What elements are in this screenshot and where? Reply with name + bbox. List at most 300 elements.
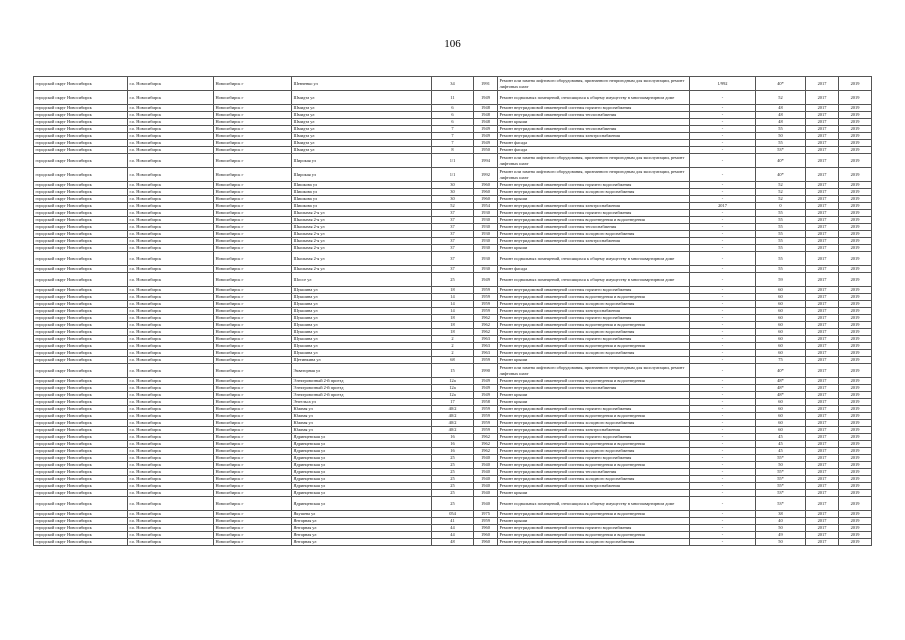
year-built-cell: 1940 [474,455,498,462]
completed-year-cell: - [690,441,756,448]
district-cell: городской округ Новосибирск [34,266,128,273]
municipality-cell: г.о. Новосибирск [128,133,214,140]
completed-year-cell: - [690,154,756,168]
street-cell: Шишкова ул [292,182,432,189]
wear-percent-cell: 40* [756,364,806,378]
municipality-cell: г.о. Новосибирск [128,189,214,196]
settlement-cell: Новосибирск г [214,483,292,490]
work-type-cell: Ремонт фасада [498,140,690,147]
municipality-cell: г.о. Новосибирск [128,511,214,518]
district-cell: городской округ Новосибирск [34,308,128,315]
settlement-cell: Новосибирск г [214,294,292,301]
table-row [34,126,872,133]
work-type-cell: Ремонт внутридомовой инженерной системы холодного водоснабжения [498,539,690,546]
street-cell: Шукшина ул [292,308,432,315]
table-row [34,147,872,154]
plan-start-cell: 2017 [806,112,839,119]
year-built-cell: 1960 [474,525,498,532]
completed-year-cell: - [690,406,756,413]
completed-year-cell: - [690,308,756,315]
year-built-cell: 1930 [474,224,498,231]
year-built-cell: 1949 [474,392,498,399]
municipality-cell: г.о. Новосибирск [128,357,214,364]
completed-year-cell: - [690,140,756,147]
settlement-cell: Новосибирск г [214,469,292,476]
table-row [34,525,872,532]
plan-end-cell: 2019 [839,413,872,420]
municipality-cell: г.о. Новосибирск [128,210,214,217]
work-type-cell: Ремонт крыши [498,119,690,126]
plan-end-cell: 2019 [839,441,872,448]
page-number: 106 [444,38,461,50]
municipality-cell: г.о. Новосибирск [128,217,214,224]
table-row [34,119,872,126]
wear-percent-cell: 55* [756,455,806,462]
completed-year-cell: - [690,532,756,539]
district-cell: городской округ Новосибирск [34,385,128,392]
district-cell: городской округ Новосибирск [34,77,128,91]
street-cell: Южная ул [292,420,432,427]
wear-percent-cell: 49 [756,532,806,539]
completed-year-cell: - [690,476,756,483]
settlement-cell: Новосибирск г [214,77,292,91]
plan-start-cell: 2017 [806,119,839,126]
completed-year-cell: - [690,350,756,357]
plan-start-cell: 2017 [806,266,839,273]
completed-year-cell: - [690,252,756,266]
table-row [34,322,872,329]
municipality-cell: г.о. Новосибирск [128,427,214,434]
house-number-cell: 7 [432,133,474,140]
work-type-cell: Ремонт внутридомовой инженерной системы электроснабжения [498,427,690,434]
municipality-cell: г.о. Новосибирск [128,315,214,322]
street-cell: Ядринцевская ул [292,455,432,462]
table-row [34,462,872,469]
settlement-cell: Новосибирск г [214,126,292,133]
wear-percent-cell: 55 [756,140,806,147]
year-built-cell: 1949 [474,91,498,105]
street-cell: Шишкова ул [292,203,432,210]
street-cell: Электровозный 2-й проезд [292,378,432,385]
wear-percent-cell: 60 [756,413,806,420]
plan-end-cell: 2019 [839,329,872,336]
table-row [34,448,872,455]
house-number-cell: 12а [432,385,474,392]
district-cell: городской округ Новосибирск [34,301,128,308]
wear-percent-cell: 60 [756,301,806,308]
year-built-cell: 1959 [474,406,498,413]
plan-end-cell: 2019 [839,140,872,147]
year-built-cell: 1958 [474,399,498,406]
municipality-cell: г.о. Новосибирск [128,112,214,119]
plan-end-cell: 2019 [839,462,872,469]
completed-year-cell: - [690,497,756,511]
district-cell: городской округ Новосибирск [34,329,128,336]
municipality-cell: г.о. Новосибирск [128,224,214,231]
wear-percent-cell: 50 [756,539,806,546]
street-cell: Шукшина ул [292,343,432,350]
year-built-cell: 1959 [474,413,498,420]
table-row [34,273,872,287]
street-cell: Шмидта ул [292,105,432,112]
municipality-cell: г.о. Новосибирск [128,336,214,343]
plan-start-cell: 2017 [806,497,839,511]
year-built-cell: 1940 [474,497,498,511]
settlement-cell: Новосибирск г [214,119,292,126]
table-row [34,91,872,105]
house-number-cell: 40/2 [432,420,474,427]
settlement-cell: Новосибирск г [214,105,292,112]
street-cell: Шукшина ул [292,329,432,336]
table-row [34,238,872,245]
wear-percent-cell: 60 [756,406,806,413]
house-number-cell: 40/2 [432,427,474,434]
wear-percent-cell: 75 [756,357,806,364]
table-row [34,203,872,210]
municipality-cell: г.о. Новосибирск [128,196,214,203]
completed-year-cell: - [690,427,756,434]
street-cell: Ядринцевская ул [292,476,432,483]
plan-end-cell: 2019 [839,154,872,168]
work-type-cell: Ремонт внутридомовой инженерной системы горячего водоснабжения [498,455,690,462]
settlement-cell: Новосибирск г [214,245,292,252]
plan-end-cell: 2019 [839,385,872,392]
district-cell: городской округ Новосибирск [34,252,128,266]
plan-start-cell: 2017 [806,91,839,105]
year-built-cell: 1940 [474,469,498,476]
plan-start-cell: 2017 [806,140,839,147]
completed-year-cell: - [690,343,756,350]
completed-year-cell: - [690,455,756,462]
completed-year-cell: - [690,469,756,476]
table-row [34,385,872,392]
street-cell: Школьная 2-я ул [292,217,432,224]
work-type-cell: Ремонт крыши [498,392,690,399]
plan-end-cell: 2019 [839,273,872,287]
street-cell: Шукшина ул [292,294,432,301]
house-number-cell: 37 [432,252,474,266]
wear-percent-cell: 53* [756,490,806,497]
street-cell: Шмидта ул [292,147,432,154]
municipality-cell: г.о. Новосибирск [128,441,214,448]
wear-percent-cell: 40* [756,168,806,182]
street-cell: Экваторная ул [292,364,432,378]
house-number-cell: 7 [432,126,474,133]
year-built-cell: 1930 [474,231,498,238]
street-cell: Шукшина ул [292,315,432,322]
work-type-cell: Ремонт внутридомовой инженерной системы водоотведения и водоотведения [498,217,690,224]
table-row [34,441,872,448]
district-cell: городской округ Новосибирск [34,203,128,210]
completed-year-cell: - [690,147,756,154]
street-cell: Энгельса ул [292,399,432,406]
house-number-cell: 25 [432,483,474,490]
district-cell: городской округ Новосибирск [34,399,128,406]
year-built-cell: 1991 [474,77,498,91]
municipality-cell: г.о. Новосибирск [128,525,214,532]
plan-end-cell: 2019 [839,266,872,273]
completed-year-cell: - [690,119,756,126]
street-cell: Южная ул [292,413,432,420]
plan-end-cell: 2019 [839,420,872,427]
year-built-cell: 1930 [474,266,498,273]
district-cell: городской округ Новосибирск [34,105,128,112]
street-cell: Янтарная ул [292,525,432,532]
district-cell: городской округ Новосибирск [34,91,128,105]
work-type-cell: Ремонт внутридомовой инженерной системы водоотведения и водоотведения [498,294,690,301]
plan-start-cell: 2017 [806,308,839,315]
house-number-cell: 6 [432,105,474,112]
completed-year-cell: - [690,126,756,133]
district-cell: городской округ Новосибирск [34,210,128,217]
wear-percent-cell: 52 [756,182,806,189]
house-number-cell: 37 [432,238,474,245]
plan-start-cell: 2017 [806,196,839,203]
wear-percent-cell: 60 [756,294,806,301]
completed-year-cell: - [690,392,756,399]
plan-end-cell: 2019 [839,490,872,497]
district-cell: городской округ Новосибирск [34,357,128,364]
completed-year-cell: - [690,210,756,217]
year-built-cell: 1962 [474,434,498,441]
wear-percent-cell: 50 [756,133,806,140]
work-type-cell: Ремонт внутридомовой инженерной системы электроснабжения [498,308,690,315]
wear-percent-cell: 55* [756,483,806,490]
completed-year-cell: - [690,448,756,455]
street-cell: Ядринцевская ул [292,483,432,490]
year-built-cell: 1975 [474,511,498,518]
work-type-cell: Ремонт внутридомовой инженерной системы водоотведения и водоотведения [498,441,690,448]
plan-start-cell: 2017 [806,378,839,385]
settlement-cell: Новосибирск г [214,133,292,140]
wear-percent-cell: 50 [756,462,806,469]
completed-year-cell: - [690,357,756,364]
municipality-cell: г.о. Новосибирск [128,462,214,469]
municipality-cell: г.о. Новосибирск [128,455,214,462]
plan-start-cell: 2017 [806,413,839,420]
year-built-cell: 1954 [474,203,498,210]
district-cell: городской округ Новосибирск [34,434,128,441]
table-row [34,315,872,322]
plan-end-cell: 2019 [839,518,872,525]
municipality-cell: г.о. Новосибирск [128,406,214,413]
settlement-cell: Новосибирск г [214,511,292,518]
district-cell: городской округ Новосибирск [34,182,128,189]
house-number-cell: 25 [432,462,474,469]
settlement-cell: Новосибирск г [214,287,292,294]
street-cell: Шишкова ул [292,189,432,196]
house-number-cell: 37 [432,210,474,217]
work-type-cell: Ремонт крыши [498,245,690,252]
work-type-cell: Ремонт внутридомовой инженерной системы холодного водоснабжения [498,329,690,336]
house-number-cell: 7 [432,140,474,147]
work-type-cell: Ремонт крыши [498,196,690,203]
table-row [34,105,872,112]
completed-year-cell: - [690,518,756,525]
year-built-cell: 1959 [474,294,498,301]
work-type-cell: Ремонт внутридомовой инженерной системы горячего водоснабжения [498,287,690,294]
house-number-cell: 41 [432,518,474,525]
wear-percent-cell: 40 [756,518,806,525]
table-row [34,245,872,252]
year-built-cell: 1949 [474,378,498,385]
wear-percent-cell: 55 [756,238,806,245]
plan-start-cell: 2017 [806,322,839,329]
house-number-cell: 30 [432,182,474,189]
district-cell: городской округ Новосибирск [34,287,128,294]
work-type-cell: Ремонт внутридомовой инженерной системы электроснабжения [498,203,690,210]
plan-start-cell: 2017 [806,343,839,350]
settlement-cell: Новосибирск г [214,168,292,182]
table-row [34,182,872,189]
municipality-cell: г.о. Новосибирск [128,126,214,133]
plan-start-cell: 2017 [806,350,839,357]
plan-end-cell: 2019 [839,322,872,329]
table-row [34,266,872,273]
wear-percent-cell: 55 [756,126,806,133]
completed-year-cell: 2017 [690,203,756,210]
plan-end-cell: 2019 [839,182,872,189]
municipality-cell: г.о. Новосибирск [128,322,214,329]
completed-year-cell: - [690,217,756,224]
completed-year-cell: - [690,287,756,294]
district-cell: городской округ Новосибирск [34,196,128,203]
work-type-cell: Ремонт внутридомовой инженерной системы водоотведения и водоотведения [498,413,690,420]
settlement-cell: Новосибирск г [214,147,292,154]
table-row [34,343,872,350]
wear-percent-cell: 60 [756,350,806,357]
year-built-cell: 1960 [474,532,498,539]
completed-year-cell: - [690,322,756,329]
wear-percent-cell: 52 [756,196,806,203]
district-cell: городской округ Новосибирск [34,154,128,168]
table-row [34,196,872,203]
district-cell: городской округ Новосибирск [34,126,128,133]
house-number-cell: 1/1 [432,168,474,182]
municipality-cell: г.о. Новосибирск [128,168,214,182]
municipality-cell: г.о. Новосибирск [128,119,214,126]
completed-year-cell: - [690,315,756,322]
wear-percent-cell: 53* [756,147,806,154]
street-cell: Янтарная ул [292,539,432,546]
year-built-cell: 1960 [474,182,498,189]
completed-year-cell: - [690,399,756,406]
completed-year-cell: - [690,462,756,469]
year-built-cell: 1962 [474,448,498,455]
district-cell: городской округ Новосибирск [34,518,128,525]
settlement-cell: Новосибирск г [214,182,292,189]
wear-percent-cell: 60 [756,399,806,406]
table-row [34,532,872,539]
street-cell: Шукшина ул [292,287,432,294]
work-type-cell: Ремонт внутридомовой инженерной системы холодного водоснабжения [498,350,690,357]
completed-year-cell: - [690,329,756,336]
year-built-cell: 1963 [474,336,498,343]
street-cell: Школьная 2-я ул [292,224,432,231]
table-row [34,210,872,217]
year-built-cell: 1994 [474,154,498,168]
table-row [34,420,872,427]
plan-end-cell: 2019 [839,511,872,518]
municipality-cell: г.о. Новосибирск [128,329,214,336]
completed-year-cell: - [690,378,756,385]
plan-start-cell: 2017 [806,252,839,266]
work-type-cell: Ремонт внутридомовой инженерной системы водоотведения и водоотведения [498,322,690,329]
settlement-cell: Новосибирск г [214,476,292,483]
work-type-cell: Ремонт внутридомовой инженерной системы горячего водоснабжения [498,105,690,112]
wear-percent-cell: 55 [756,252,806,266]
table-row [34,497,872,511]
wear-percent-cell: 48* [756,392,806,399]
wear-percent-cell: 55 [756,231,806,238]
district-cell: городской округ Новосибирск [34,420,128,427]
house-number-cell: 16 [432,448,474,455]
street-cell: Шмидта ул [292,112,432,119]
settlement-cell: Новосибирск г [214,525,292,532]
completed-year-cell: - [690,420,756,427]
street-cell: Шмидта ул [292,133,432,140]
work-type-cell: Ремонт фасада [498,147,690,154]
work-type-cell: Ремонт внутридомовой инженерной системы горячего водоснабжения [498,210,690,217]
plan-end-cell: 2019 [839,301,872,308]
house-number-cell: 25 [432,497,474,511]
district-cell: городской округ Новосибирск [34,392,128,399]
house-number-cell: 15 [432,364,474,378]
completed-year-cell: - [690,490,756,497]
completed-year-cell: - [690,273,756,287]
table-row [34,511,872,518]
plan-end-cell: 2019 [839,91,872,105]
work-type-cell: Ремонт внутридомовой инженерной системы горячего водоснабжения [498,434,690,441]
house-number-cell: 11 [432,91,474,105]
settlement-cell: Новосибирск г [214,315,292,322]
work-type-cell: Ремонт внутридомовой инженерной системы водоотведения и водоотведения [498,511,690,518]
plan-end-cell: 2019 [839,427,872,434]
plan-end-cell: 2019 [839,231,872,238]
completed-year-cell: - [690,91,756,105]
work-type-cell: Ремонт крыши [498,399,690,406]
municipality-cell: г.о. Новосибирск [128,182,214,189]
plan-start-cell: 2017 [806,364,839,378]
plan-start-cell: 2017 [806,203,839,210]
plan-start-cell: 2017 [806,336,839,343]
plan-end-cell: 2019 [839,399,872,406]
settlement-cell: Новосибирск г [214,217,292,224]
settlement-cell: Новосибирск г [214,462,292,469]
municipality-cell: г.о. Новосибирск [128,413,214,420]
plan-start-cell: 2017 [806,294,839,301]
wear-percent-cell: 55 [756,245,806,252]
plan-start-cell: 2017 [806,245,839,252]
completed-year-cell: - [690,385,756,392]
work-type-cell: Ремонт внутридомовой инженерной системы водоотведения и водоотведения [498,378,690,385]
table-row [34,490,872,497]
table-row [34,357,872,364]
plan-end-cell: 2019 [839,343,872,350]
year-built-cell: 1940 [474,476,498,483]
municipality-cell: г.о. Новосибирск [128,238,214,245]
wear-percent-cell: 59 [756,273,806,287]
work-type-cell: Ремонт или замена лифтового оборудования, признанного непригодным для эксплуатации, ремонт лифтовых шахт [498,364,690,378]
wear-percent-cell: 48* [756,385,806,392]
street-cell: Ядринцевская ул [292,469,432,476]
year-built-cell: 1959 [474,420,498,427]
plan-start-cell: 2017 [806,420,839,427]
district-cell: городской округ Новосибирск [34,364,128,378]
street-cell: Ядринцевская ул [292,490,432,497]
completed-year-cell: - [690,168,756,182]
municipality-cell: г.о. Новосибирск [128,91,214,105]
